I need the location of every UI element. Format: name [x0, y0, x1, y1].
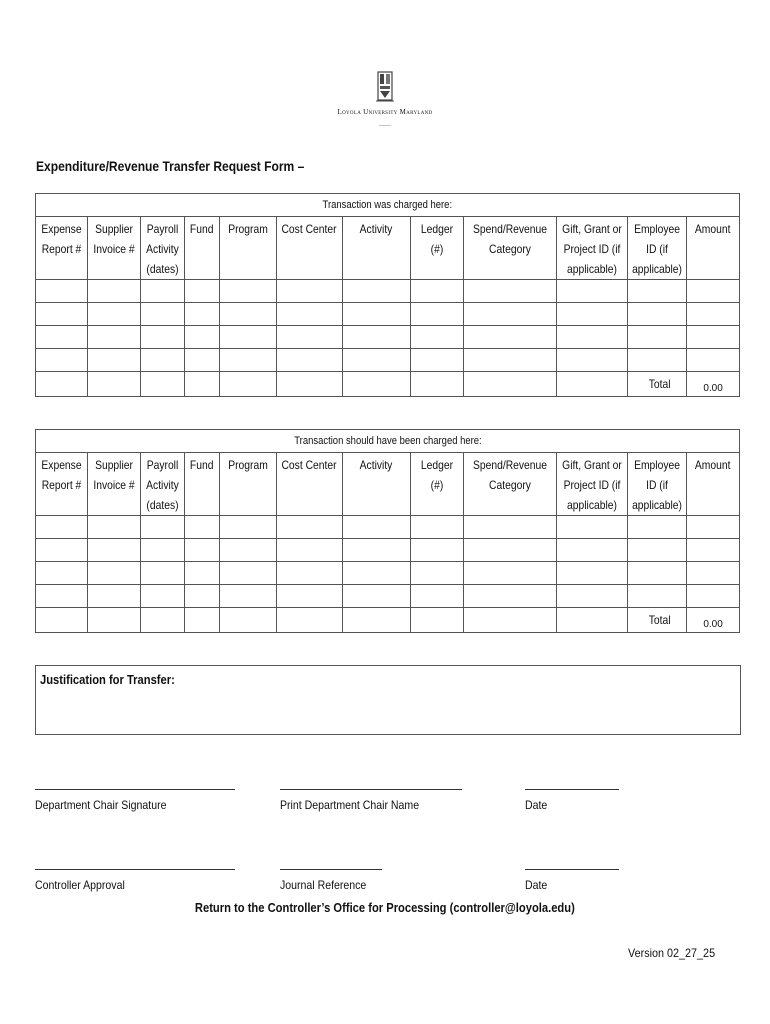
column-header: Gift, Grant or Project ID (if applicable) — [557, 217, 628, 280]
date-line[interactable] — [525, 789, 619, 790]
controller-approval-line[interactable] — [35, 869, 235, 870]
table-row[interactable] — [36, 303, 740, 326]
column-header: Program — [220, 453, 277, 516]
table-row[interactable] — [36, 280, 740, 303]
table-row[interactable] — [36, 516, 740, 539]
transfer-to-table — [35, 429, 740, 633]
total-row — [36, 608, 740, 633]
university-seal-icon — [370, 70, 400, 104]
column-header: Amount — [687, 217, 740, 280]
column-header: Spend/Revenue Category — [464, 217, 557, 280]
date-line[interactable] — [525, 869, 619, 870]
table-caption: Transaction should have been charged here: — [36, 430, 740, 453]
column-header: Ledger (#) — [411, 217, 464, 280]
column-header: Fund — [185, 453, 220, 516]
column-header: Spend/Revenue Category — [464, 453, 557, 516]
column-header: Employee ID (if applicable) — [628, 453, 687, 516]
total-label: Total — [628, 608, 687, 633]
column-header: Gift, Grant or Project ID (if applicable) — [557, 453, 628, 516]
table-row[interactable] — [36, 562, 740, 585]
form-title: Expenditure/Revenue Transfer Request Form – — [36, 158, 305, 174]
column-header: Supplier Invoice # — [88, 217, 141, 280]
date-label: Date — [525, 798, 548, 812]
table-row[interactable] — [36, 326, 740, 349]
column-header: Supplier Invoice # — [88, 453, 141, 516]
journal-reference-label: Journal Reference — [280, 878, 367, 892]
column-header: Employee ID (if applicable) — [628, 217, 687, 280]
version-label: Version 02_27_25 — [628, 946, 716, 960]
column-header: Ledger (#) — [411, 453, 464, 516]
department-chair-signature-label: Department Chair Signature — [35, 798, 167, 812]
table-row[interactable] — [36, 585, 740, 608]
justification-label: Justification for Transfer: — [40, 672, 175, 687]
column-header: Payroll Activity (dates) — [141, 217, 185, 280]
table-row[interactable] — [36, 349, 740, 372]
total-row — [36, 372, 740, 397]
total-amount: 0.00 — [687, 372, 740, 397]
column-header: Activity — [343, 217, 411, 280]
signature-line[interactable] — [35, 789, 235, 790]
university-name: Loyola University Maryland — [337, 108, 433, 116]
date-label: Date — [525, 878, 548, 892]
column-header: Payroll Activity (dates) — [141, 453, 185, 516]
column-header: Cost Center — [277, 217, 343, 280]
column-header: Program — [220, 217, 277, 280]
controller-approval-label: Controller Approval — [35, 878, 125, 892]
column-header: Expense Report # — [36, 453, 88, 516]
return-instructions: Return to the Controller’s Office for Processing (controller@loyola.edu) — [195, 900, 575, 915]
total-amount: 0.00 — [687, 608, 740, 633]
column-header: Cost Center — [277, 453, 343, 516]
column-header: Expense Report # — [36, 217, 88, 280]
print-department-chair-name-label: Print Department Chair Name — [280, 798, 420, 812]
journal-reference-line[interactable] — [280, 869, 382, 870]
logo-underline: ——— — [379, 122, 391, 127]
transfer-from-table — [35, 193, 740, 397]
column-header: Fund — [185, 217, 220, 280]
table-caption: Transaction was charged here: — [36, 194, 740, 217]
column-header: Activity — [343, 453, 411, 516]
total-label: Total — [628, 372, 687, 397]
print-name-line[interactable] — [280, 789, 462, 790]
table-row[interactable] — [36, 539, 740, 562]
column-header: Amount — [687, 453, 740, 516]
